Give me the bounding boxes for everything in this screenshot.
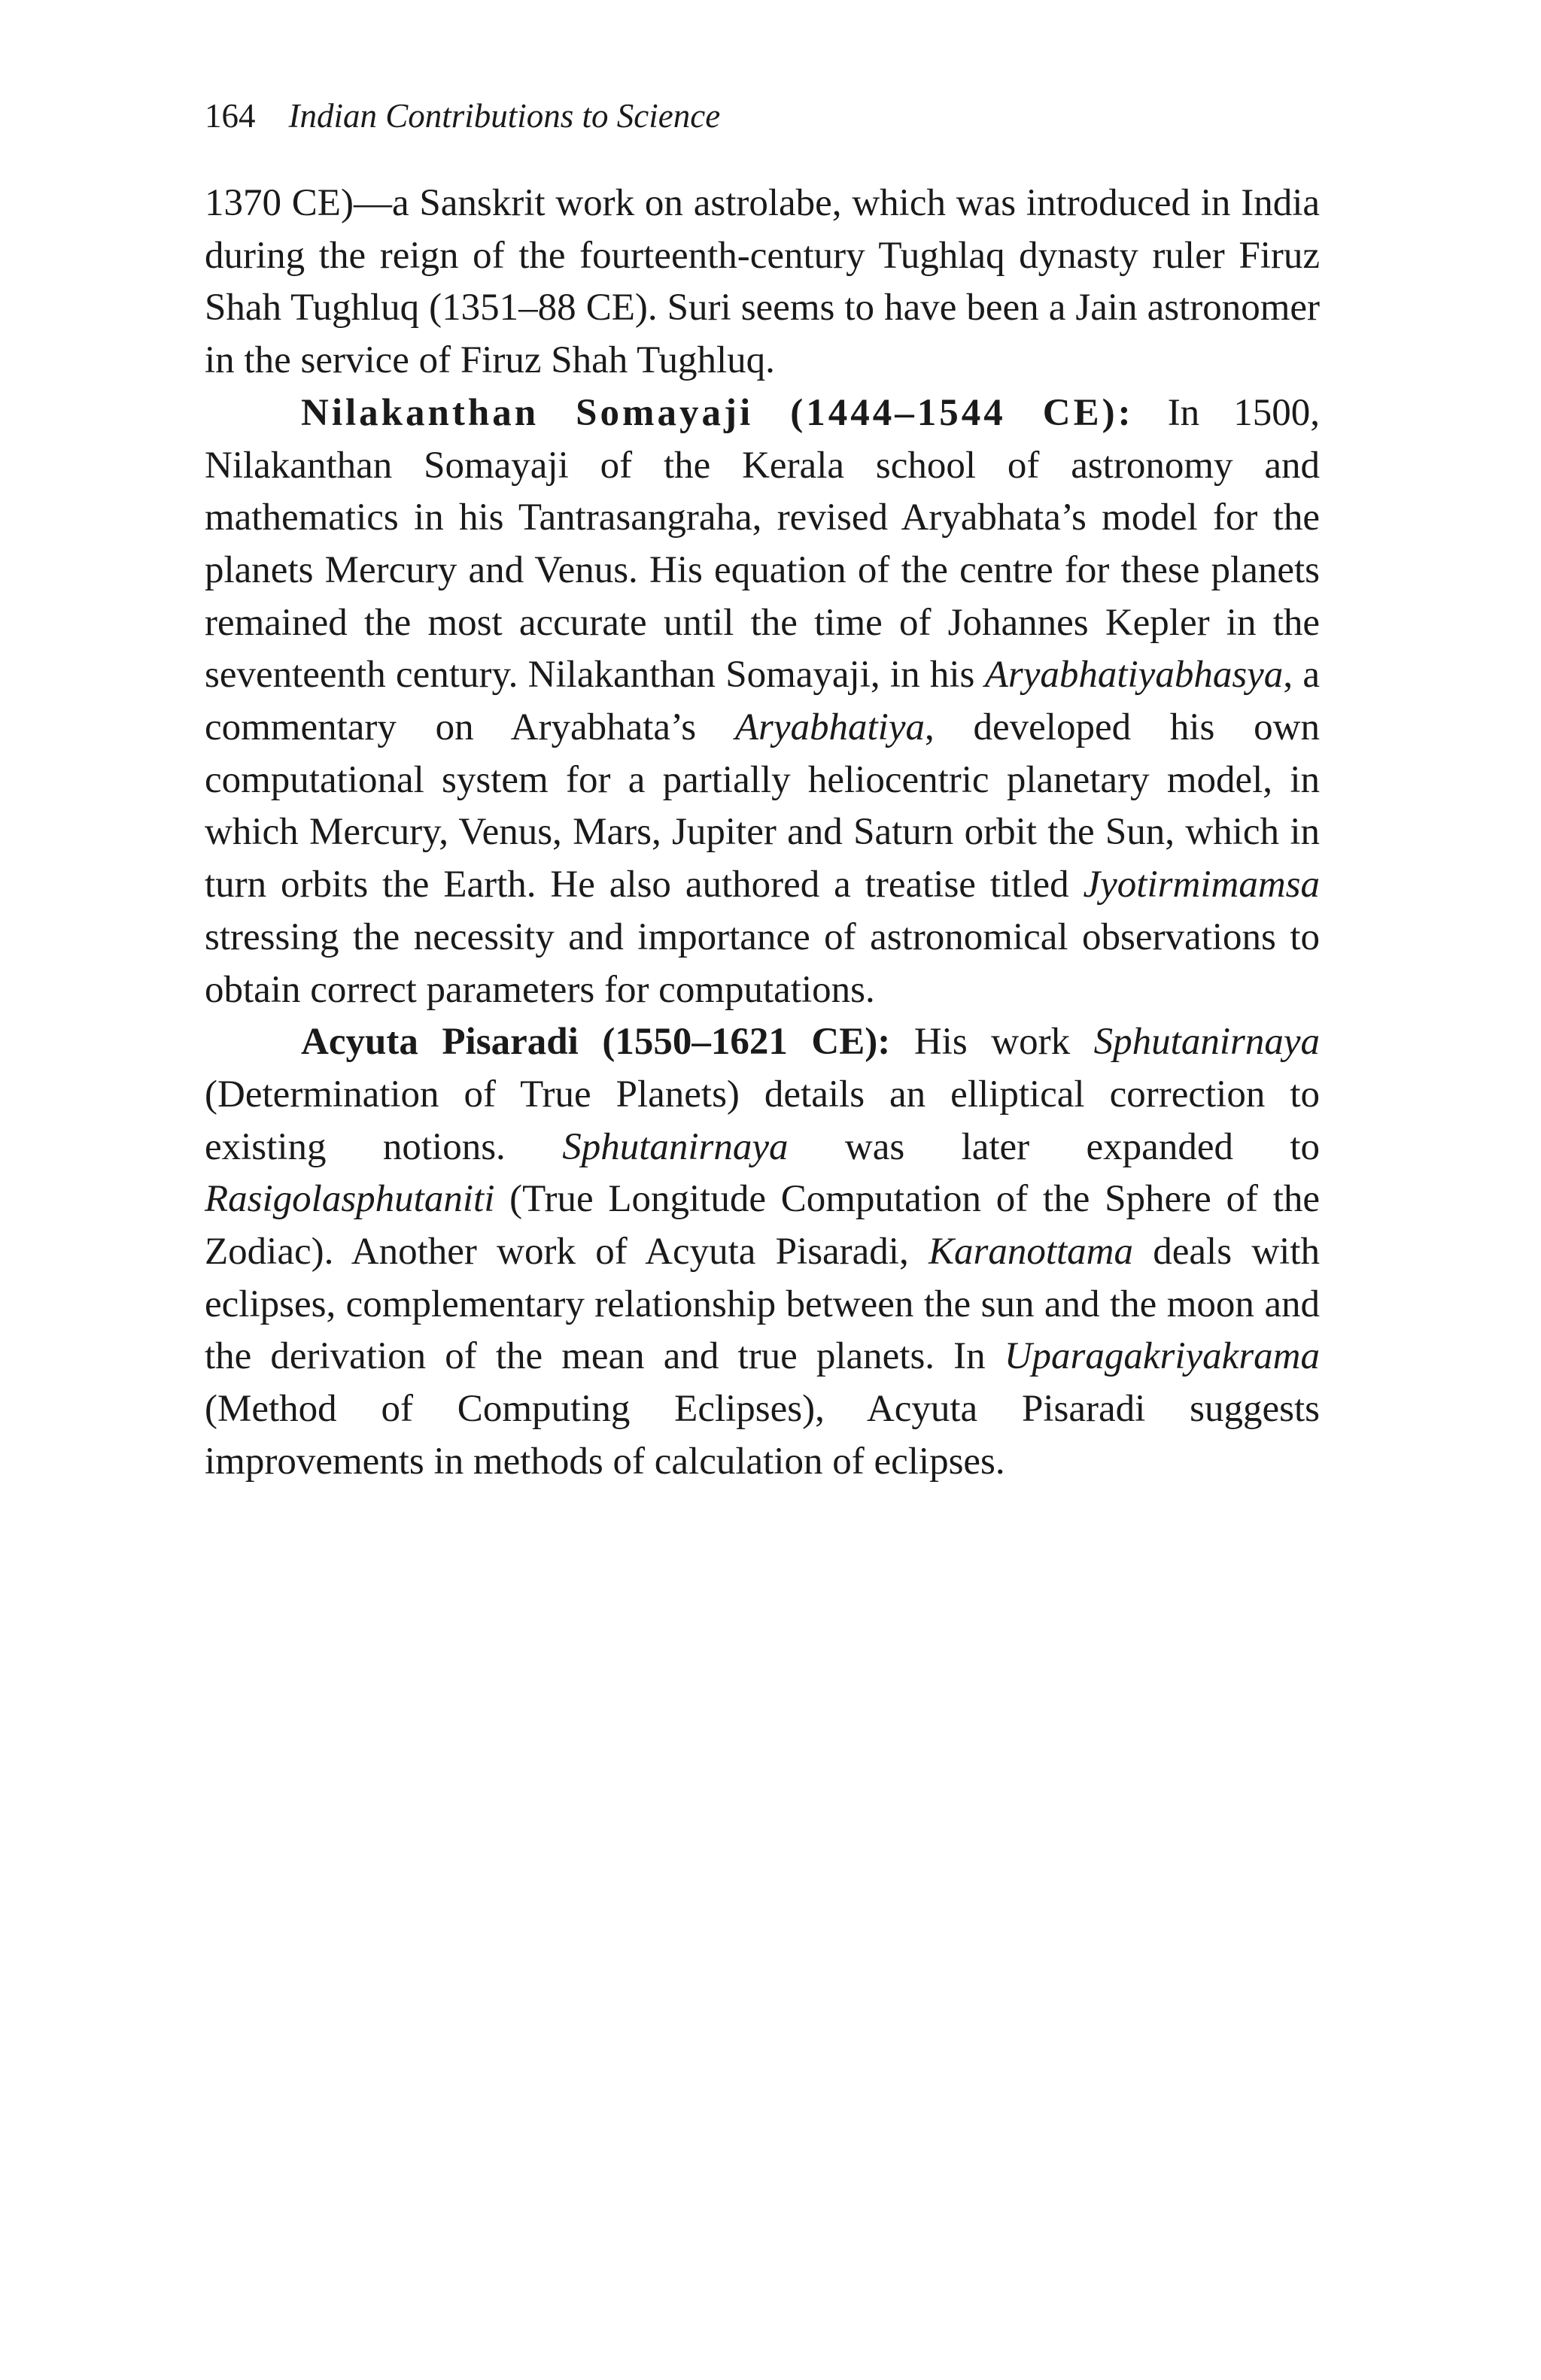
paragraph-nilakanthan-somayaji	[205, 387, 1320, 1016]
work-title-italic: Aryabhatiyabhasya	[984, 654, 1284, 697]
work-title-italic: Karanottama	[928, 1231, 1134, 1273]
work-title-italic: Aryabhatiya	[734, 706, 925, 749]
work-title-italic: Rasigolasphutaniti	[205, 1178, 495, 1221]
paragraph-text: His work	[890, 1021, 1094, 1064]
work-title-italic: Uparagakriyakrama	[1004, 1335, 1320, 1378]
page-number: 164	[205, 97, 256, 135]
paragraph-text: deals with eclipses, complementary relationship between the sun and the moon and the derivation of the mean and true planets. In	[205, 1231, 1320, 1378]
work-title-italic: Jyotirmimamsa	[1083, 864, 1320, 906]
paragraph-text: stressing the necessity and importance of astronomical observations to obtain correct parameters for computations.	[205, 915, 1320, 1011]
paragraph-text: was later expanded to	[788, 1125, 1320, 1168]
paragraph-text: , a commentary on Aryabhata’s	[205, 654, 1320, 749]
paragraph-text: 1370 CE)—a Sanskrit work on astrolabe, which was introduced in India during the reign of the fourteenth-century Tughlaq dynasty ruler Firuz Shah Tughluq (1351–88 CE). Suri seems to have been a Jain astronomer in the service of Firuz Shah Tughluq.	[205, 182, 1320, 382]
paragraph-text: In 1500, Nilakanthan Somayaji of the Kerala school of astronomy and mathematics in his Tantrasangraha, revised Aryabhata’s model for the planets Mercury and Venus. His equation of the centre for these planets remained the most accurate until the time of Johannes Kepler in the seventeenth century. Nilakanthan Somayaji, in his	[205, 391, 1321, 697]
paragraph-astrolabe	[205, 178, 1320, 387]
paragraph-acyuta-pisaradi	[205, 1016, 1320, 1488]
book-title: Indian Contributions to Science	[288, 97, 721, 135]
section-heading-acyuta: Acyuta Pisaradi (1550–1621 CE):	[301, 1021, 891, 1064]
paragraph-text: , developed his own computational system for a partially heliocentric planetary model, in which Mercury, Venus, Mars, Jupiter and Saturn orbit the Sun, which in turn orbits the Earth. He also authored a treatise titled	[205, 706, 1320, 906]
running-head	[205, 93, 1320, 138]
work-title-italic: Sphutanirnaya	[562, 1125, 789, 1168]
paragraph-text: (Determination of True Planets) details an elliptical correction to existing notions.	[205, 1073, 1320, 1168]
paragraph-text: (Method of Computing Eclipses), Acyuta Pisaradi suggests improvements in methods of calculation of eclipses.	[205, 1388, 1320, 1483]
paragraph-text: (True Longitude Computation of the Sphere of the Zodiac). Another work of Acyuta Pisaradi,	[205, 1178, 1320, 1273]
section-heading-nilakanthan: Nilakanthan Somayaji (1444–1544 CE):	[301, 391, 1134, 434]
book-page	[205, 93, 1320, 1489]
work-title-italic: Sphutanirnaya	[1093, 1021, 1320, 1064]
